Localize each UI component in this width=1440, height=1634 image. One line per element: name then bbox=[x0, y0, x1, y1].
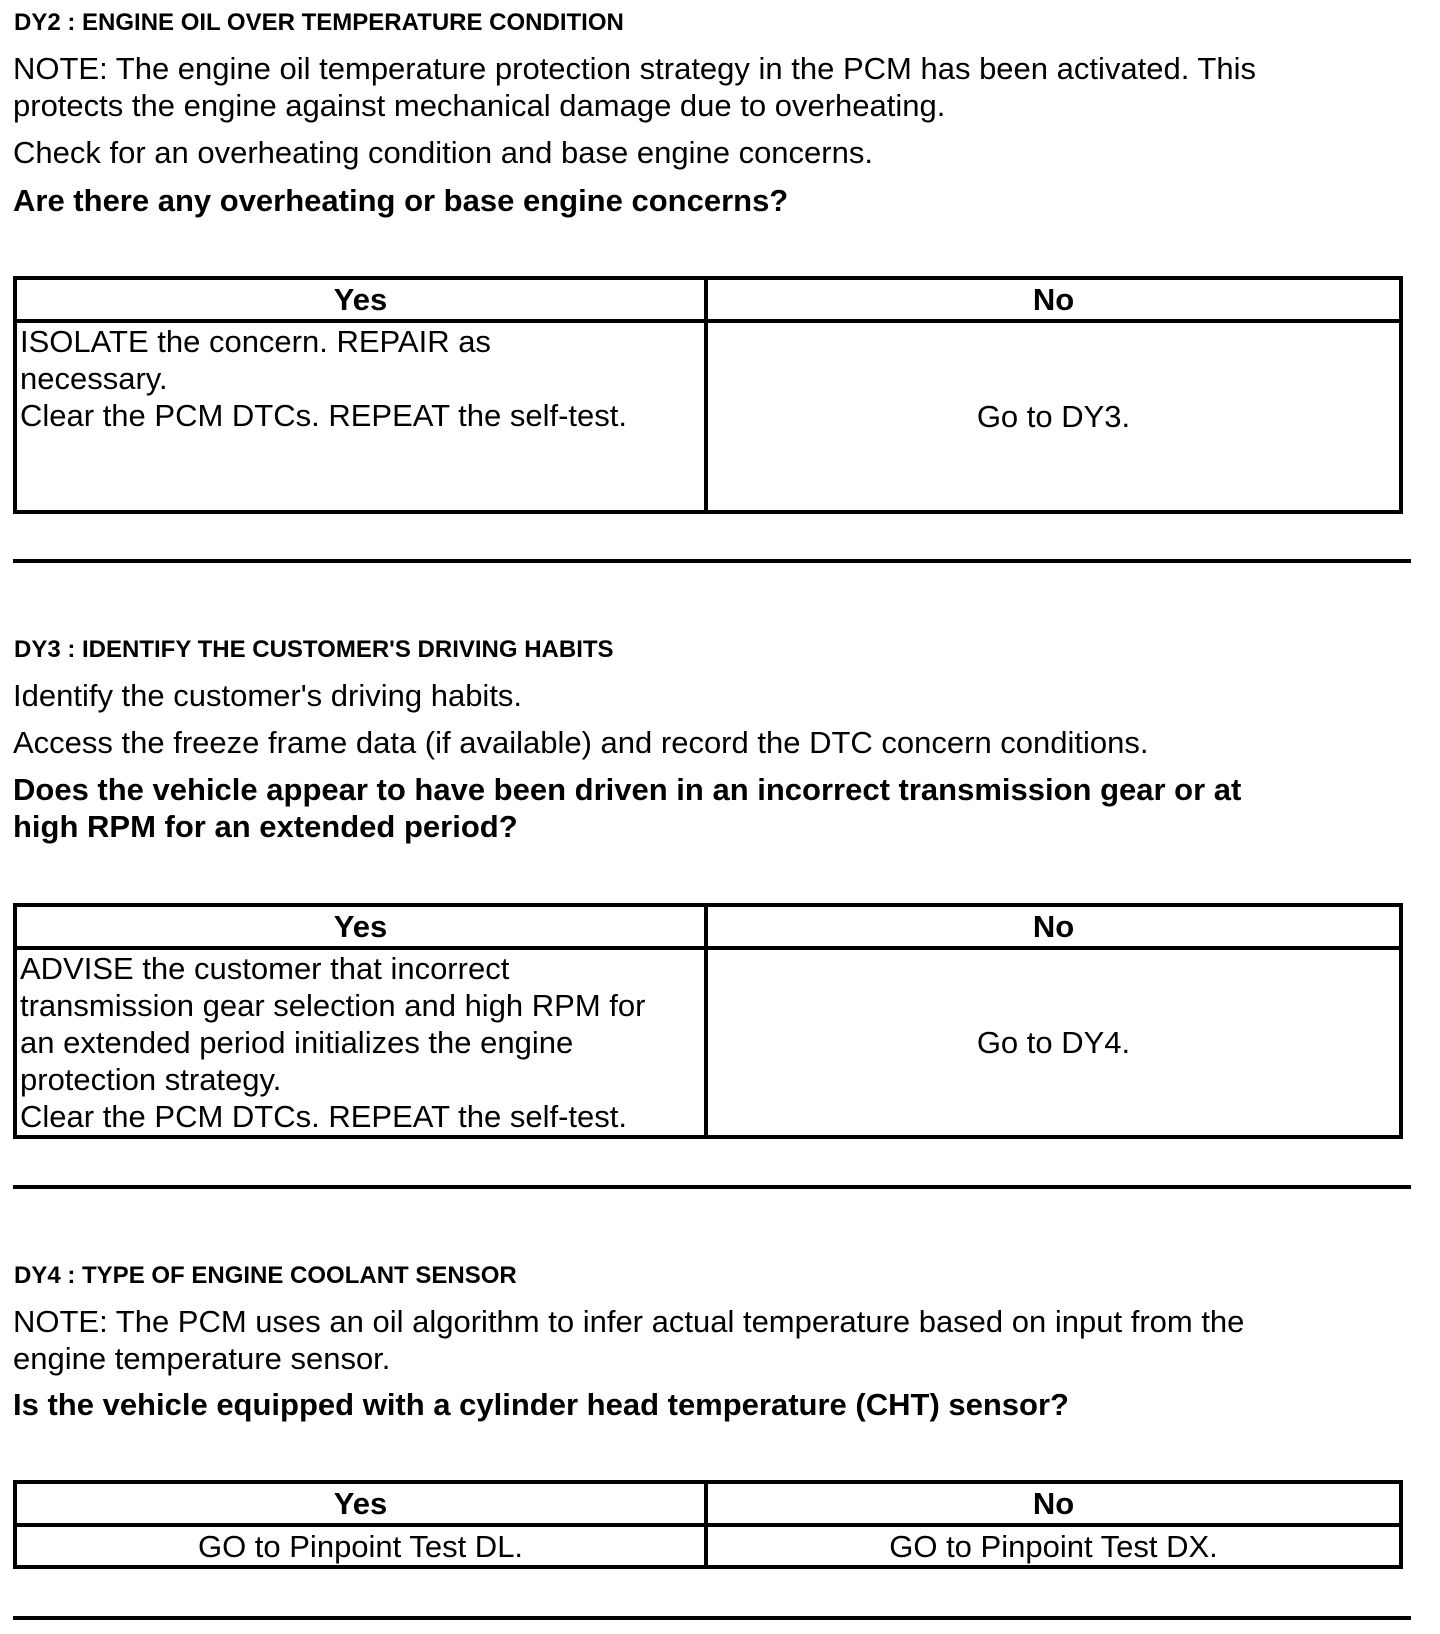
dy2-yes-header: Yes bbox=[15, 278, 706, 321]
dy4-yes-cell: GO to Pinpoint Test DL. bbox=[15, 1525, 706, 1567]
dy2-note-line-2: protects the engine against mechanical damage due to overheating. bbox=[13, 88, 946, 123]
dy3-yes-header: Yes bbox=[15, 905, 706, 948]
dy3-line-2: Access the freeze frame data (if available) and record the DTC concern conditions. bbox=[13, 725, 1149, 760]
dy2-decision-table bbox=[13, 276, 1403, 514]
section-divider bbox=[13, 1185, 1411, 1189]
dy2-yes-line-1: ISOLATE the concern. REPAIR as bbox=[20, 324, 491, 359]
dy4-title: DY4 : TYPE OF ENGINE COOLANT SENSOR bbox=[14, 1262, 517, 1289]
dy3-yes-line-5: Clear the PCM DTCs. REPEAT the self-test. bbox=[20, 1099, 627, 1134]
dy4-note-line-2: engine temperature sensor. bbox=[13, 1341, 391, 1376]
dy4-note-line-1: NOTE: The PCM uses an oil algorithm to infer actual temperature based on input from the bbox=[13, 1304, 1245, 1339]
dy2-no-cell: Go to DY3. bbox=[706, 321, 1401, 512]
dy4-no-header: No bbox=[706, 1482, 1401, 1525]
dy3-yes-line-2: transmission gear selection and high RPM for bbox=[20, 988, 646, 1023]
dy3-title: DY3 : IDENTIFY THE CUSTOMER'S DRIVING HABITS bbox=[14, 636, 614, 663]
dy3-no-header: No bbox=[706, 905, 1401, 948]
dy2-yes-cell bbox=[15, 321, 706, 512]
dy4-question: Is the vehicle equipped with a cylinder head temperature (CHT) sensor? bbox=[13, 1387, 1069, 1422]
dy2-note-line-1: NOTE: The engine oil temperature protection strategy in the PCM has been activated. This bbox=[13, 51, 1256, 86]
dy3-yes-line-1: ADVISE the customer that incorrect bbox=[20, 951, 510, 986]
dy2-no-header: No bbox=[706, 278, 1401, 321]
dy2-yes-line-2: necessary. bbox=[20, 361, 168, 396]
dy3-question-line-1: Does the vehicle appear to have been driven in an incorrect transmission gear or at bbox=[13, 772, 1242, 807]
dy2-instruction: Check for an overheating condition and base engine concerns. bbox=[13, 135, 873, 170]
dy3-line-1: Identify the customer's driving habits. bbox=[13, 678, 523, 713]
section-divider bbox=[13, 1616, 1411, 1620]
dy3-decision-table bbox=[13, 903, 1403, 1139]
dy4-decision-table bbox=[13, 1480, 1403, 1569]
dy4-yes-header: Yes bbox=[15, 1482, 706, 1525]
dy2-title: DY2 : ENGINE OIL OVER TEMPERATURE CONDITION bbox=[14, 9, 624, 36]
dy3-no-cell: Go to DY4. bbox=[706, 948, 1401, 1137]
dy2-question: Are there any overheating or base engine concerns? bbox=[13, 183, 789, 218]
dy3-yes-line-3: an extended period initializes the engine bbox=[20, 1025, 574, 1060]
section-divider bbox=[13, 559, 1411, 563]
dy3-question-line-2: high RPM for an extended period? bbox=[13, 809, 518, 844]
dy4-no-cell: GO to Pinpoint Test DX. bbox=[706, 1525, 1401, 1567]
dy2-yes-line-3: Clear the PCM DTCs. REPEAT the self-test. bbox=[20, 398, 627, 433]
dy3-yes-cell bbox=[15, 948, 706, 1137]
dy3-yes-line-4: protection strategy. bbox=[20, 1062, 282, 1097]
